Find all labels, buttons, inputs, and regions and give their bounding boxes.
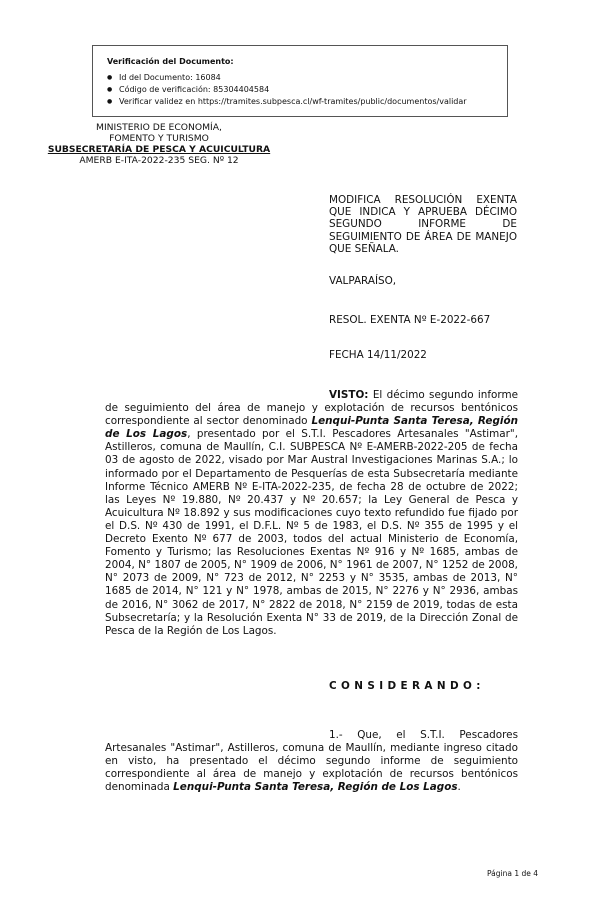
ministry-line1: MINISTERIO DE ECONOMÍA,: [96, 122, 222, 133]
resolution-subject: MODIFICA RESOLUCIÓN EXENTA QUE INDICA Y APRUEBA DÉCIMO SEGUNDO INFORME DE SEGUIMIENTO DE ÁREA DE MANEJO QUE SEÑALA.: [329, 194, 517, 255]
visto-text-1: El décimo segundo informe de seguimiento del área de manejo y explotación de recursos bentónicos correspondiente al sector denominado: [105, 389, 518, 428]
reference-number: AMERB E-ITA-2022-235 SEG. Nº 12: [79, 155, 239, 166]
resolution-number: RESOL. EXENTA Nº E-2022-667: [329, 314, 491, 326]
ministry-line2: FOMENTO Y TURISMO: [109, 133, 209, 144]
point1-text-2: .: [457, 781, 461, 794]
visto-sector: Lenqui-Punta Santa Teresa, Región de Los Lagos: [105, 415, 518, 441]
verification-title: Verificación del Documento:: [107, 57, 234, 66]
visto-label: VISTO:: [329, 389, 369, 401]
resolution-date: FECHA 14/11/2022: [329, 349, 427, 361]
visto-paragraph: [105, 389, 518, 638]
verification-id: ● Id del Documento: 16084: [107, 72, 507, 84]
verification-link[interactable]: ● Verificar validez en https://tramites.subpesca.cl/wf-tramites/public/documentos/validar: [107, 96, 507, 108]
point1-text-1: 1.- Que, el S.T.I. Pescadores Artesanales "Astimar", Astilleros, comuna de Maullín, mediante ingreso citado en visto, ha presentado el décimo segundo informe de seguimiento correspondiente al área de manejo y explotación de recursos bentónicos denominada: [105, 729, 518, 794]
considerando-point-1: [105, 729, 518, 794]
visto-text-2: , presentado por el S.T.I. Pescadores Artesanales "Astimar", Astilleros, comuna de Maullín, C.I. SUBPESCA Nº E-AMERB-2022-205 de fecha 03 de agosto de 2022, visado por Mar Austral Investigaciones Marinas S.A.; lo informado por el Departamento de Pesquerías de esta Subsecretaría mediante Informe Técnico AMERB Nº E-ITA-2022-235, de fecha 28 de octubre de 2022; las Leyes Nº 19.880, Nº 20.437 y Nº 20.657; la Ley General de Pesca y Acuicultura Nº 18.892 y sus modificaciones cuyo texto refundido fue fijado por el D.S. Nº 430 de 1991, el D.F.L. Nº 5 de 1983, el D.S. Nº 355 de 1995 y el Decreto Exento Nº 677 de 2003, todos del actual Ministerio de Economía, Fomento y Turismo; las Resoluciones Exentas Nº 916 y Nº 1685, ambas de 2004, N° 1807 de 2005, N° 1909 de 2006, N° 1961 de 2007, N° 1252 de 2008, N° 2073 de 2009, N° 723 de 2012, N° 2253 y N° 3535, ambas de 2013, N° 1685 de 2014, N° 121 y N° 1978, ambas de 2015, N° 2276 y N° 2936, ambas de 2016, N° 3062 de 2017, N° 2822 de 2018, N° 2159 de 2019, todas de esta Subsecretaría; y la Resolución Exenta N° 33 de 2019, de la Dirección Zonal de Pesca de la Región de Los Lagos.: [105, 428, 519, 637]
page-footer: Página 1 de 4: [487, 869, 539, 878]
place: VALPARAÍSO,: [329, 275, 397, 287]
point1-sector: Lenqui-Punta Santa Teresa, Región de Los Lagos: [173, 781, 458, 794]
verification-box: [92, 45, 508, 117]
considerando-heading: CONSIDERANDO:: [329, 680, 485, 692]
verification-list: [107, 72, 507, 108]
ministry-header: [30, 122, 288, 166]
subsecretaria-title: SUBSECRETARÍA DE PESCA Y ACUICULTURA: [47, 144, 271, 155]
verification-code: ● Código de verificación: 85304404584: [107, 84, 507, 96]
